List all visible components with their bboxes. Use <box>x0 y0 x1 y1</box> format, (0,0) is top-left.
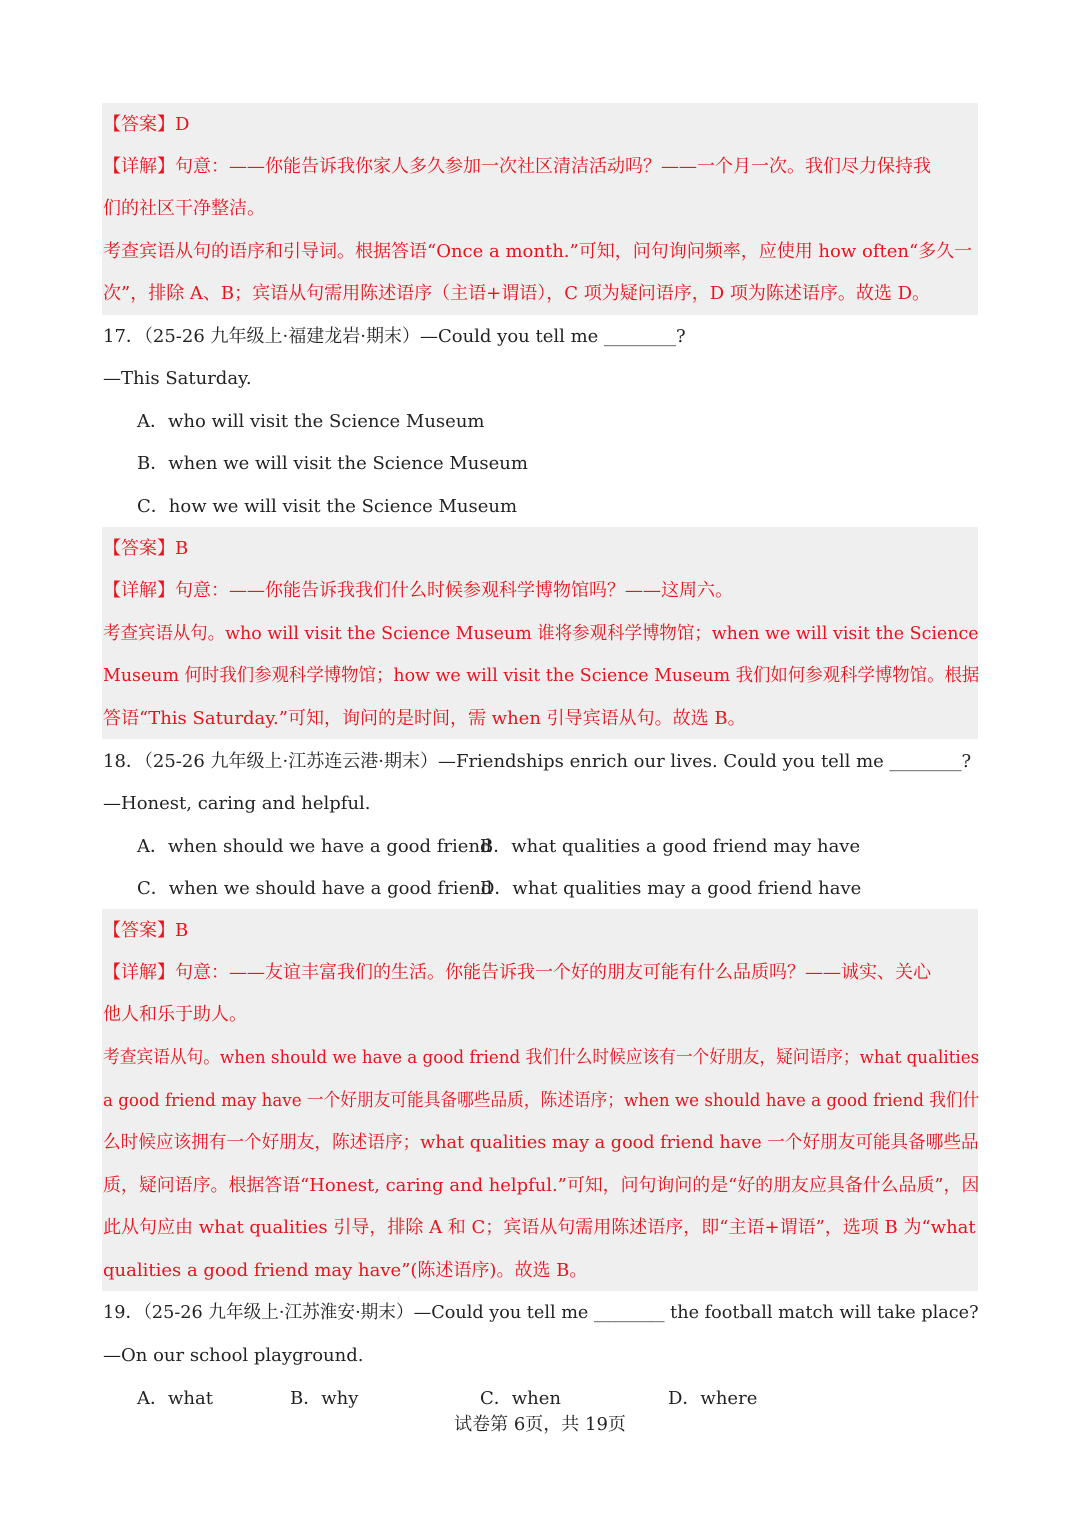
explanation-18-line2: a good friend may have 一个好朋友可能具备哪些品质，陈述语序；when we should have a good friend 我们什 <box>103 1090 980 1111</box>
question-19-option-b: B．why <box>290 1388 359 1409</box>
question-17-stem: 17．（25-26 九年级上·福建龙岩·期末）—Could you tell me ________? <box>103 326 686 347</box>
question-18-option-c: C．when we should have a good friend <box>137 878 493 899</box>
explanation-18-line4: 质，疑问语序。根据答语“Honest, caring and helpful.”可知，问句询问的是“好的朋友应具备什么品质”，因 <box>103 1175 980 1196</box>
question-17-option-c: C．how we will visit the Science Museum <box>137 496 518 517</box>
detail-17: 【详解】句意：——你能告诉我我们什么时候参观科学博物馆吗？——这周六。 <box>103 580 733 601</box>
explanation-16-line1: 考查宾语从句的语序和引导词。根据答语“Once a month.”可知，问句询问频率，应使用 how often“多久一 <box>103 241 973 262</box>
answer-17: 【答案】B <box>103 538 189 559</box>
question-17-option-a: A．who will visit the Science Museum <box>137 411 485 432</box>
detail-16-line1: 【详解】句意：——你能告诉我你家人多久参加一次社区清洁活动吗？——一个月一次。我们尽力保持我 <box>103 156 931 177</box>
explanation-17-line3: 答语“This Saturday.”可知，询问的是时间，需 when 引导宾语从句。故选 B。 <box>103 708 746 729</box>
explanation-17-line1: 考查宾语从句。who will visit the Science Museum 谁将参观科学博物馆；when we will visit the Science <box>103 623 979 644</box>
question-19-option-c: C．when <box>480 1388 562 1409</box>
question-18-stem: 18．（25-26 九年级上·江苏连云港·期末）—Friendships enrich our lives. Could you tell me ________? <box>103 751 972 772</box>
answer-18: 【答案】B <box>103 920 189 941</box>
answer-16: 【答案】D <box>103 114 190 135</box>
question-19-stem: 19．（25-26 九年级上·江苏淮安·期末）—Could you tell me ________ the football match will take place? <box>103 1302 979 1323</box>
question-19-option-a: A．what <box>137 1388 213 1409</box>
detail-18-line1: 【详解】句意：——友谊丰富我们的生活。你能告诉我一个好的朋友可能有什么品质吗？——诚实、关心 <box>103 962 931 983</box>
question-18-option-d: D．what qualities may a good friend have <box>480 878 862 899</box>
explanation-18-line6: qualities a good friend may have”(陈述语序)。故选 B。 <box>103 1260 588 1281</box>
question-17-option-b: B．when we will visit the Science Museum <box>137 453 528 474</box>
detail-16-line2: 们的社区干净整洁。 <box>103 198 265 219</box>
question-18-option-a: A．when should we have a good friend <box>137 836 492 857</box>
explanation-16-line2: 次”，排除 A、B；宾语从句需用陈述语序（主语+谓语），C 项为疑问语序，D 项为陈述语序。故选 D。 <box>103 283 931 304</box>
explanation-18-line3: 么时候应该拥有一个好朋友，陈述语序；what qualities may a good friend have 一个好朋友可能具备哪些品 <box>103 1132 979 1153</box>
question-18-option-b: B．what qualities a good friend may have <box>480 836 861 857</box>
explanation-18-line5: 此从句应由 what qualities 引导，排除 A 和 C；宾语从句需用陈述语序，即“主语+谓语”，选项 B 为“what <box>103 1217 976 1238</box>
question-19-option-d: D．where <box>668 1388 758 1409</box>
detail-18-line2: 他人和乐于助人。 <box>103 1004 247 1025</box>
explanation-18-line1: 考查宾语从句。when should we have a good friend 我们什么时候应该有一个好朋友，疑问语序；what qualities <box>103 1047 980 1068</box>
question-17-reply: —This Saturday. <box>103 368 252 389</box>
explanation-17-line2: Museum 何时我们参观科学博物馆；how we will visit the Science Museum 我们如何参观科学博物馆。根据 <box>103 665 980 686</box>
page-footer: 试卷第 6页，共 19页 <box>454 1414 626 1435</box>
question-19-reply: —On our school playground. <box>103 1345 364 1366</box>
question-18-reply: —Honest, caring and helpful. <box>103 793 371 814</box>
